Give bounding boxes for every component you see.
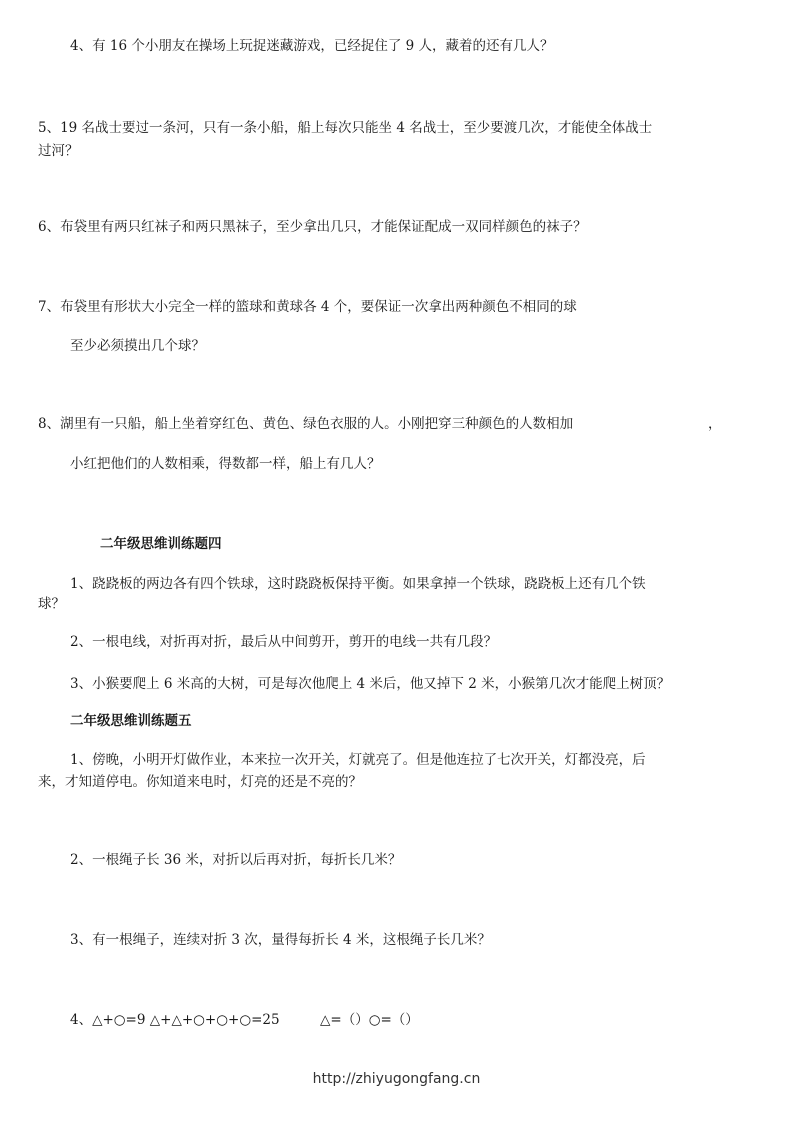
question-text: 2、一根绳子长 36 米，对折以后再对折，每折长几米？ bbox=[70, 852, 402, 868]
question-text: 3、有一根绳子，连续对折 3 次，量得每折长 4 米，这根绳子长几米？ bbox=[70, 932, 491, 948]
question-text: 4、△+○=9 △+△+○+○+○=25 bbox=[70, 1012, 280, 1028]
section-heading: 二年级思维训练题四 bbox=[100, 536, 222, 552]
answer-blanks: △=（）○=（） bbox=[320, 1012, 419, 1028]
section-heading: 二年级思维训练题五 bbox=[70, 713, 192, 729]
question-text: 3、小猴要爬上 6 米高的大树，可是每次他爬上 4 米后，他又掉下 2 米，小猴第几次才能爬上树顶？ bbox=[70, 676, 671, 692]
question-text: 4、有 16 个小朋友在操场上玩捉迷藏游戏，已经捉住了 9 人，藏着的还有几人？ bbox=[70, 38, 554, 54]
question-text: 球？ bbox=[38, 596, 65, 612]
footer-url: http://zhiyugongfang.cn bbox=[312, 1071, 481, 1087]
question-text: 来，才知道停电。你知道来电时，灯亮的还是不亮的？ bbox=[38, 774, 362, 790]
question-text: 5、19 名战士要过一条河，只有一条小船，船上每次只能坐 4 名战士，至少要渡几次，才能使全体战士 bbox=[38, 120, 653, 136]
question-text: 1、傍晚，小明开灯做作业，本来拉一次开关，灯就亮了。但是他连拉了七次开关，灯都没亮，后 bbox=[70, 752, 646, 768]
question-text: 至少必须摸出几个球？ bbox=[70, 338, 205, 354]
question-text: ， bbox=[708, 416, 722, 432]
question-text: 过河？ bbox=[38, 143, 79, 159]
question-text: 6、布袋里有两只红袜子和两只黑袜子，至少拿出几只，才能保证配成一双同样颜色的袜子？ bbox=[38, 219, 587, 235]
question-text: 1、跷跷板的两边各有四个铁球，这时跷跷板保持平衡。如果拿掉一个铁球，跷跷板上还有几个铁 bbox=[70, 576, 646, 592]
question-text: 小红把他们的人数相乘，得数都一样，船上有几人？ bbox=[70, 456, 381, 472]
question-text: 2、一根电线，对折再对折，最后从中间剪开，剪开的电线一共有几段？ bbox=[70, 634, 498, 650]
question-text: 8、湖里有一只船，船上坐着穿红色、黄色、绿色衣服的人。小刚把穿三种颜色的人数相加 bbox=[38, 416, 574, 432]
question-text: 7、布袋里有形状大小完全一样的篮球和黄球各 4 个，要保证一次拿出两种颜色不相同的球 bbox=[38, 299, 577, 315]
